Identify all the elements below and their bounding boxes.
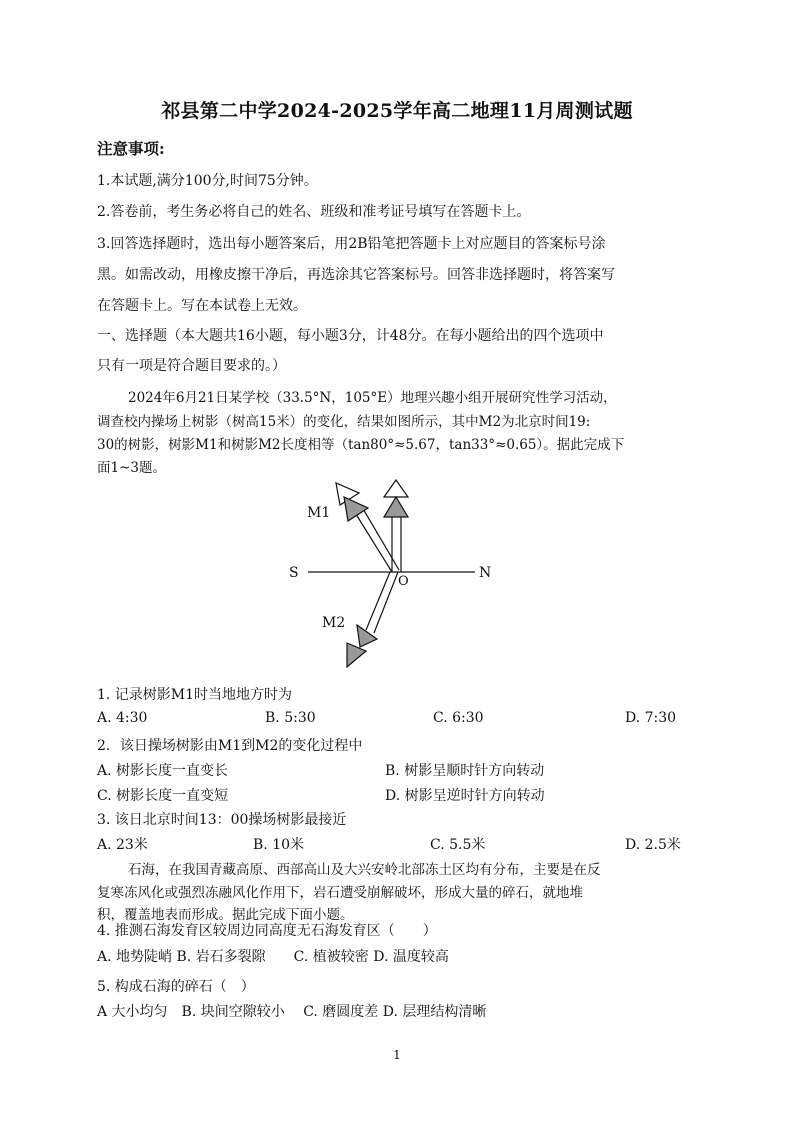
q1-option-c: C. 6:30 [433,710,484,726]
q2-option-b: B. 树影呈顺时针方向转动 [385,763,545,779]
q1-option-a: A. 4:30 [97,710,148,726]
label-m1: M1 [307,505,331,521]
q2-option-c: C. 树影长度一直变短 [97,788,229,804]
notice-item-3-cont2: 在答题卡上。写在本试卷上无效。 [97,298,307,314]
q3-option-a: A. 23米 [97,837,148,853]
notice-item-1: 1.本试题,满分100分,时间75分钟。 [97,173,318,189]
q3-option-b: B. 10米 [253,837,305,853]
tree-shadow-figure [280,475,510,675]
page-title: 祁县第二中学2024-2025学年高二地理11月周测试题 [161,100,633,122]
passage2-line-2: 复寒冻风化或强烈冻融风化作用下，岩石遭受崩解破坏，形成大量的碎石，就地堆 [97,885,583,901]
q2-option-a: A. 树影长度一直变长 [97,763,229,779]
q1-option-b: B. 5:30 [265,710,316,726]
notice-item-3-cont: 黑。如需改动，用橡皮擦干净后，再选涂其它答案标号。回答非选择题时，将答案写 [97,267,615,283]
q2-option-d: D. 树影呈逆时针方向转动 [385,788,545,804]
label-s: S [289,565,299,581]
m1-crown-bottom [344,497,368,521]
passage1-line-1: 2024年6月21日某学校（33.5°N，105°E）地理兴趣小组开展研究性学习活动， [128,390,617,406]
q2-stem: 2．该日操场树影由M1到M2的变化过程中 [97,738,363,754]
label-n: N [479,565,492,581]
section1-heading: 一、选择题（本大题共16小题，每小题3分，计48分。在每小题给出的四个选项中 [97,328,604,344]
q3-stem: 3. 该日北京时间13：00操场树影最接近 [97,812,347,828]
m1-shaft-left [354,511,392,572]
notice-item-3: 3.回答选择题时，选出每小题答案后，用2B铅笔把答题卡上对应题目的答案标号涂 [97,236,606,252]
page-number: 1 [393,1048,401,1062]
tree-crown-bottom [384,497,408,517]
q5-options: A 大小均匀 B. 块间空隙较小 C. 磨圆度差 D. 层理结构清晰 [97,1004,487,1020]
notice-item-2: 2.答卷前，考生务必将自己的姓名、班级和准考证号填写在答题卡上。 [97,204,531,220]
passage1-line-2: 调查校内操场上树影（树高15米）的变化，结果如图所示，其中M2为北京时间19: [97,414,591,430]
q4-options: A. 地势陡峭 B. 岩石多裂隙 C. 植被较密 D. 温度较高 [97,949,449,965]
q1-stem: 1. 记录树影M1时当地地方时为 [97,687,293,703]
passage1-line-3: 30的树影，树影M1和树影M2长度相等（tan80°≈5.67，tan33°≈0.65）。据此完成下 [97,437,625,453]
notice-heading: 注意事项: [97,139,165,158]
tree-crown-top [384,480,408,497]
passage1-line-4: 面1~3题。 [97,460,166,476]
section1-heading-cont: 只有一项是符合题目要求的。） [97,358,286,374]
label-o: O [398,574,409,589]
q3-option-c: C. 5.5米 [430,837,486,853]
q5-stem: 5. 构成石海的碎石（ ） [97,979,255,995]
q1-option-d: D. 7:30 [625,710,677,726]
m2-crown-bottom [347,643,366,667]
label-m2: M2 [322,615,346,631]
passage2-line-1: 石海，在我国青藏高原、西部高山及大兴安岭北部冻土区均有分布，主要是在反 [128,862,601,878]
q3-option-d: D. 2.5米 [625,837,681,853]
q4-stem: 4. 推测石海发育区较周边同高度无石海发育区（ ） [97,923,437,939]
passage2-line-3: 积，覆盖地表而形成。据此完成下面小题。 [97,907,354,923]
